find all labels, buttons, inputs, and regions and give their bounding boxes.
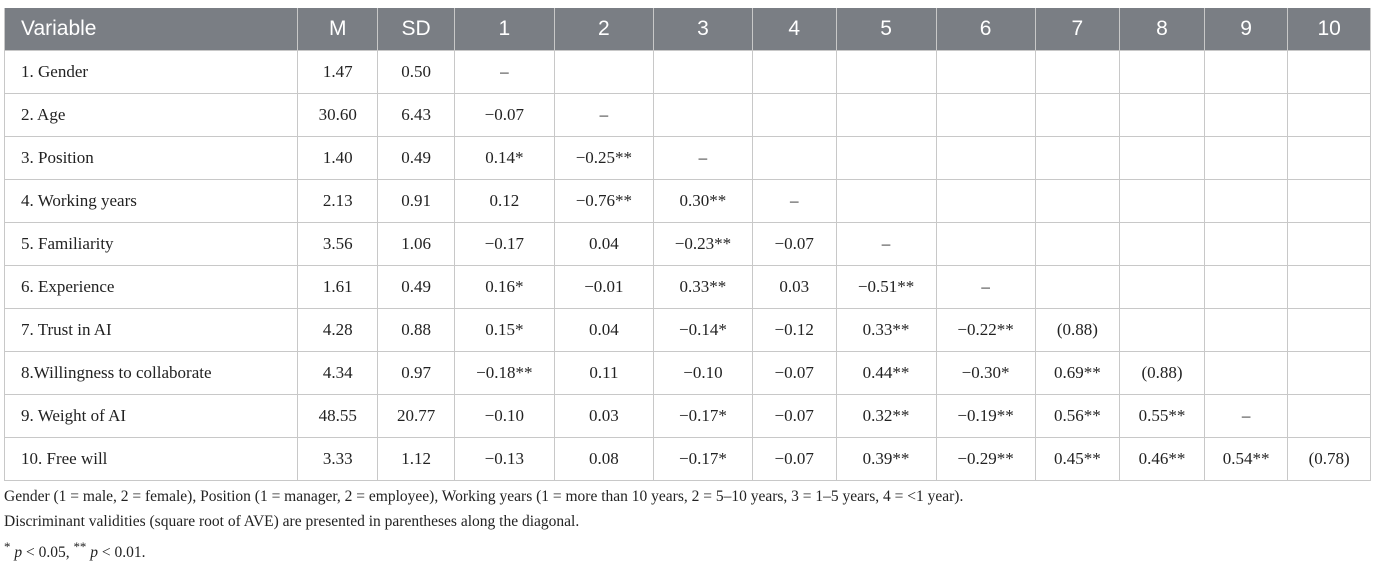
table-cell: 1.40 (298, 137, 378, 180)
table-cell: −0.10 (653, 352, 752, 395)
variable-name-cell: 2. Age (5, 94, 298, 137)
table-cell: 1.12 (378, 438, 454, 481)
table-cell: 0.03 (752, 266, 836, 309)
variable-name-cell: 6. Experience (5, 266, 298, 309)
table-cell: −0.17* (653, 438, 752, 481)
column-header: 7 (1035, 8, 1120, 51)
table-row (5, 266, 1371, 309)
table-notes (4, 484, 963, 565)
table-header-row (5, 8, 1371, 51)
table-cell: – (936, 266, 1035, 309)
table-cell (1035, 137, 1120, 180)
table-cell (1204, 223, 1288, 266)
table-cell: −0.17* (653, 395, 752, 438)
column-header: 6 (936, 8, 1035, 51)
table-cell: 0.03 (554, 395, 653, 438)
table-cell (1288, 309, 1371, 352)
table-cell (1120, 51, 1205, 94)
table-cell (1288, 352, 1371, 395)
table-cell (752, 137, 836, 180)
table-cell: – (836, 223, 936, 266)
correlation-table (4, 8, 1371, 481)
table-cell: 0.33** (653, 266, 752, 309)
table-cell: 1.06 (378, 223, 454, 266)
table-cell (1288, 266, 1371, 309)
table-cell: −0.18** (454, 352, 554, 395)
table-cell: 0.08 (554, 438, 653, 481)
table-cell: −0.23** (653, 223, 752, 266)
table-cell (1120, 223, 1205, 266)
table-cell: 0.50 (378, 51, 454, 94)
table-cell (1288, 94, 1371, 137)
table-cell (1120, 94, 1205, 137)
table-cell (936, 223, 1035, 266)
table-row (5, 51, 1371, 94)
note-p-symbol-2: p (90, 544, 98, 562)
table-cell (936, 51, 1035, 94)
table-cell: 48.55 (298, 395, 378, 438)
table-cell (1288, 223, 1371, 266)
table-cell: – (752, 180, 836, 223)
table-cell: −0.51** (836, 266, 936, 309)
column-header: 1 (454, 8, 554, 51)
column-header: 3 (653, 8, 752, 51)
table-cell: 2.13 (298, 180, 378, 223)
table-cell (752, 94, 836, 137)
note-p-symbol-1: p (14, 544, 23, 562)
column-header: Variable (5, 8, 298, 51)
table-cell: −0.30* (936, 352, 1035, 395)
table-cell (554, 51, 653, 94)
table-cell (1035, 94, 1120, 137)
table-cell: −0.22** (936, 309, 1035, 352)
note-threshold-1: < 0.05, (22, 544, 74, 562)
note-significance (4, 534, 963, 565)
table-cell: (0.88) (1035, 309, 1120, 352)
table-cell: 3.33 (298, 438, 378, 481)
table-cell: 4.28 (298, 309, 378, 352)
table-cell (936, 94, 1035, 137)
table-cell (836, 94, 936, 137)
table-cell (936, 137, 1035, 180)
table-cell: −0.29** (936, 438, 1035, 481)
table-cell (1035, 51, 1120, 94)
table-cell: −0.07 (454, 94, 554, 137)
table-cell (836, 137, 936, 180)
note-star-double: ** (73, 539, 87, 554)
table-cell: 0.44** (836, 352, 936, 395)
variable-name-cell: 8.Willingness to collaborate (5, 352, 298, 395)
table-row (5, 223, 1371, 266)
table-cell: 0.69** (1035, 352, 1120, 395)
table-body (5, 51, 1371, 481)
table-cell: 0.15* (454, 309, 554, 352)
table-cell: 0.91 (378, 180, 454, 223)
table-row (5, 309, 1371, 352)
table-cell: 0.04 (554, 223, 653, 266)
note-threshold-2: < 0.01. (97, 544, 146, 562)
table-cell (1204, 309, 1288, 352)
column-header: 9 (1204, 8, 1288, 51)
column-header: 5 (836, 8, 936, 51)
table-cell: 0.54** (1204, 438, 1288, 481)
table-cell: 1.61 (298, 266, 378, 309)
table-cell (1288, 51, 1371, 94)
table-cell (1120, 266, 1205, 309)
table-row (5, 352, 1371, 395)
table-cell: 0.33** (836, 309, 936, 352)
table-cell (1035, 180, 1120, 223)
table-cell: (0.88) (1120, 352, 1205, 395)
table-cell (836, 51, 936, 94)
table-cell: 0.56** (1035, 395, 1120, 438)
table-cell: 30.60 (298, 94, 378, 137)
variable-name-cell: 7. Trust in AI (5, 309, 298, 352)
table-cell (1288, 395, 1371, 438)
table-cell: −0.07 (752, 438, 836, 481)
table-row (5, 395, 1371, 438)
table-cell (653, 94, 752, 137)
table-cell: (0.78) (1288, 438, 1371, 481)
table-cell (1120, 180, 1205, 223)
table-cell: 20.77 (378, 395, 454, 438)
table-cell (1204, 94, 1288, 137)
table-cell: 0.32** (836, 395, 936, 438)
table-row (5, 438, 1371, 481)
table-cell: 0.49 (378, 266, 454, 309)
table-cell (836, 180, 936, 223)
table-cell: 0.97 (378, 352, 454, 395)
table-cell: 0.30** (653, 180, 752, 223)
table-cell: −0.76** (554, 180, 653, 223)
table-row (5, 180, 1371, 223)
table-cell: 3.56 (298, 223, 378, 266)
table-cell (1120, 137, 1205, 180)
table-cell: 0.12 (454, 180, 554, 223)
variable-name-cell: 5. Familiarity (5, 223, 298, 266)
variable-name-cell: 3. Position (5, 137, 298, 180)
table-cell (1035, 223, 1120, 266)
column-header: SD (378, 8, 454, 51)
table-cell: 1.47 (298, 51, 378, 94)
note-star-single: * (4, 539, 11, 554)
table-cell: −0.25** (554, 137, 653, 180)
table-cell: 0.14* (454, 137, 554, 180)
note-coding: Gender (1 = male, 2 = female), Position (1 = manager, 2 = employee), Working years (1 = more than 10 years, 2 = 5–10 years, 3 = 1–5 years, 4 = <1 year). (4, 488, 964, 505)
table-cell (653, 51, 752, 94)
column-header: 8 (1120, 8, 1205, 51)
table-cell: 0.16* (454, 266, 554, 309)
table-cell (1204, 266, 1288, 309)
table-cell: 0.11 (554, 352, 653, 395)
variable-name-cell: 4. Working years (5, 180, 298, 223)
table-cell: 0.46** (1120, 438, 1205, 481)
table-cell: −0.14* (653, 309, 752, 352)
table-cell (1035, 266, 1120, 309)
table-cell: 4.34 (298, 352, 378, 395)
table-cell: −0.10 (454, 395, 554, 438)
table-cell: 0.55** (1120, 395, 1205, 438)
table-cell: −0.07 (752, 352, 836, 395)
table-cell: −0.07 (752, 395, 836, 438)
table-cell (1288, 137, 1371, 180)
table-cell: −0.07 (752, 223, 836, 266)
table-row (5, 94, 1371, 137)
column-header: 10 (1288, 8, 1371, 51)
variable-name-cell: 1. Gender (5, 51, 298, 94)
table-cell: 0.39** (836, 438, 936, 481)
table-cell: – (454, 51, 554, 94)
table-cell: – (653, 137, 752, 180)
table-cell: 0.04 (554, 309, 653, 352)
table-cell: −0.12 (752, 309, 836, 352)
table-cell: −0.17 (454, 223, 554, 266)
column-header: 4 (752, 8, 836, 51)
table-cell: −0.19** (936, 395, 1035, 438)
table-cell (936, 180, 1035, 223)
table-cell: 0.49 (378, 137, 454, 180)
table-row (5, 137, 1371, 180)
table-cell: – (1204, 395, 1288, 438)
column-header: M (298, 8, 378, 51)
table-cell: 0.45** (1035, 438, 1120, 481)
table-cell: 6.43 (378, 94, 454, 137)
table-cell (1120, 309, 1205, 352)
table-cell (1204, 51, 1288, 94)
column-header: 2 (554, 8, 653, 51)
table-cell (1204, 180, 1288, 223)
table-cell: −0.13 (454, 438, 554, 481)
table-cell: – (554, 94, 653, 137)
table-cell (1204, 352, 1288, 395)
variable-name-cell: 10. Free will (5, 438, 298, 481)
variable-name-cell: 9. Weight of AI (5, 395, 298, 438)
table-cell (1288, 180, 1371, 223)
note-discriminant-validity: Discriminant validities (square root of AVE) are presented in parentheses along the diagonal. (4, 513, 580, 530)
table-cell (752, 51, 836, 94)
table-cell (1204, 137, 1288, 180)
table-cell: 0.88 (378, 309, 454, 352)
table-cell: −0.01 (554, 266, 653, 309)
